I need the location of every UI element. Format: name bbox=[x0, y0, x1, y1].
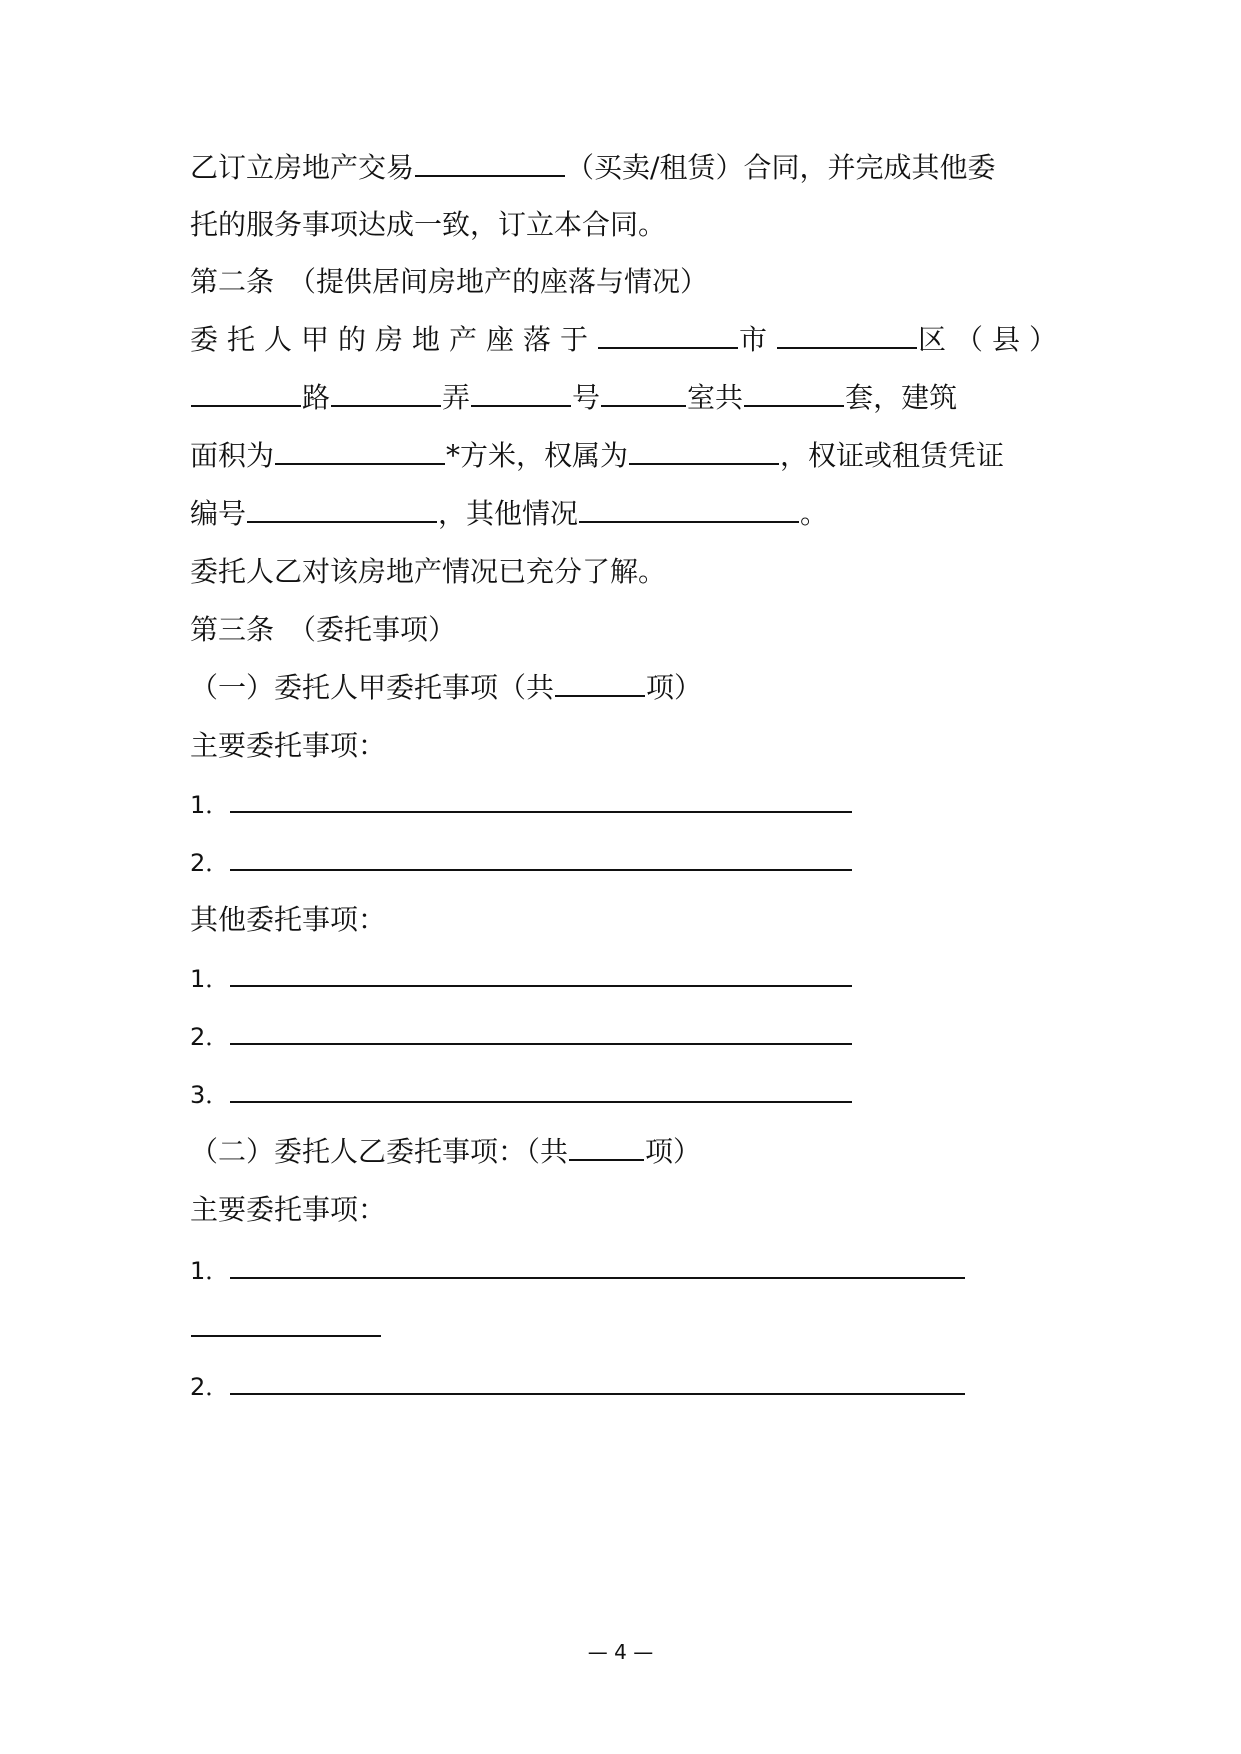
item-number: 2． bbox=[190, 1023, 230, 1051]
other-item-2 bbox=[190, 1016, 853, 1057]
main-item-a-1 bbox=[190, 784, 853, 825]
blank-road[interactable] bbox=[191, 379, 301, 407]
blank-main-item-b-1[interactable] bbox=[230, 1251, 965, 1279]
text: ，其他情况 bbox=[438, 497, 579, 530]
blank-main-item-b-1-cont[interactable] bbox=[191, 1309, 381, 1337]
item-number: 1． bbox=[190, 965, 230, 993]
blank-certificate-number[interactable] bbox=[247, 495, 437, 523]
paragraph-location bbox=[190, 320, 1066, 360]
blank-transaction-type[interactable] bbox=[415, 149, 565, 177]
text: 编号 bbox=[190, 497, 247, 530]
paragraph-area bbox=[190, 436, 1004, 476]
section-2-heading bbox=[190, 1132, 701, 1172]
blank-main-item-b-2[interactable] bbox=[230, 1367, 965, 1395]
paragraph-address bbox=[190, 378, 957, 418]
blank-ownership[interactable] bbox=[629, 437, 779, 465]
text: 弄 bbox=[442, 381, 471, 414]
main-item-b-1-continued bbox=[190, 1308, 382, 1348]
paragraph-acknowledgement: 委托人乙对该房地产情况已充分了解。 bbox=[190, 555, 667, 588]
article-2-heading: 第二条 （提供居间房地产的座落与情况） bbox=[190, 265, 709, 298]
other-items-label: 其他委托事项： bbox=[190, 903, 387, 936]
blank-other-item-2[interactable] bbox=[230, 1017, 852, 1045]
item-number: 1． bbox=[190, 1257, 230, 1285]
blank-other-item-1[interactable] bbox=[230, 959, 852, 987]
text: 套，建筑 bbox=[845, 381, 958, 414]
paragraph-certificate bbox=[190, 494, 828, 534]
main-item-b-1 bbox=[190, 1250, 966, 1291]
text: 项） bbox=[646, 671, 703, 704]
text: ，权证或租赁凭证 bbox=[780, 439, 1005, 472]
blank-other-item-3[interactable] bbox=[230, 1075, 852, 1103]
text: 委托人甲的房地产座落于 bbox=[190, 323, 598, 356]
item-number: 3． bbox=[190, 1081, 230, 1109]
main-item-a-2 bbox=[190, 842, 853, 883]
blank-other-conditions[interactable] bbox=[579, 495, 799, 523]
text: 路 bbox=[302, 381, 331, 414]
blank-district[interactable] bbox=[777, 321, 917, 349]
paragraph-contract-type bbox=[190, 148, 995, 188]
blank-main-item-a-2[interactable] bbox=[230, 843, 852, 871]
other-item-3 bbox=[190, 1074, 853, 1115]
blank-lane[interactable] bbox=[331, 379, 441, 407]
blank-room[interactable] bbox=[601, 379, 686, 407]
page-number: — 4 — bbox=[587, 1640, 654, 1664]
item-number: 1． bbox=[190, 791, 230, 819]
text: （买卖/租赁）合同，并完成其他委 bbox=[566, 151, 996, 184]
main-items-label-b: 主要委托事项： bbox=[190, 1193, 387, 1226]
text: 号 bbox=[572, 381, 601, 414]
main-items-label-a: 主要委托事项： bbox=[190, 729, 387, 762]
blank-city[interactable] bbox=[598, 321, 738, 349]
item-number: 2． bbox=[190, 849, 230, 877]
blank-item-count-a[interactable] bbox=[555, 669, 645, 697]
text: *方米，权属为 bbox=[446, 439, 629, 472]
blank-sets[interactable] bbox=[744, 379, 844, 407]
text: （二）委托人乙委托事项：（共 bbox=[190, 1135, 569, 1168]
paragraph-continuation: 托的服务事项达成一致，订立本合同。 bbox=[190, 208, 667, 241]
blank-item-count-b[interactable] bbox=[569, 1133, 644, 1161]
item-number: 2． bbox=[190, 1373, 230, 1401]
blank-area[interactable] bbox=[275, 437, 445, 465]
other-item-1 bbox=[190, 958, 853, 999]
text: 室共 bbox=[687, 381, 744, 414]
text: 面积为 bbox=[190, 439, 275, 472]
text: 。 bbox=[800, 497, 829, 530]
text: （一）委托人甲委托事项（共 bbox=[190, 671, 555, 704]
section-1-heading bbox=[190, 668, 702, 708]
text: 乙订立房地产交易 bbox=[190, 151, 415, 184]
main-item-b-2 bbox=[190, 1366, 966, 1407]
text: 项） bbox=[645, 1135, 702, 1168]
blank-number[interactable] bbox=[471, 379, 571, 407]
text: 区（县） bbox=[918, 323, 1067, 356]
article-3-heading: 第三条 （委托事项） bbox=[190, 613, 457, 646]
blank-main-item-a-1[interactable] bbox=[230, 785, 852, 813]
text: 市 bbox=[739, 323, 777, 356]
